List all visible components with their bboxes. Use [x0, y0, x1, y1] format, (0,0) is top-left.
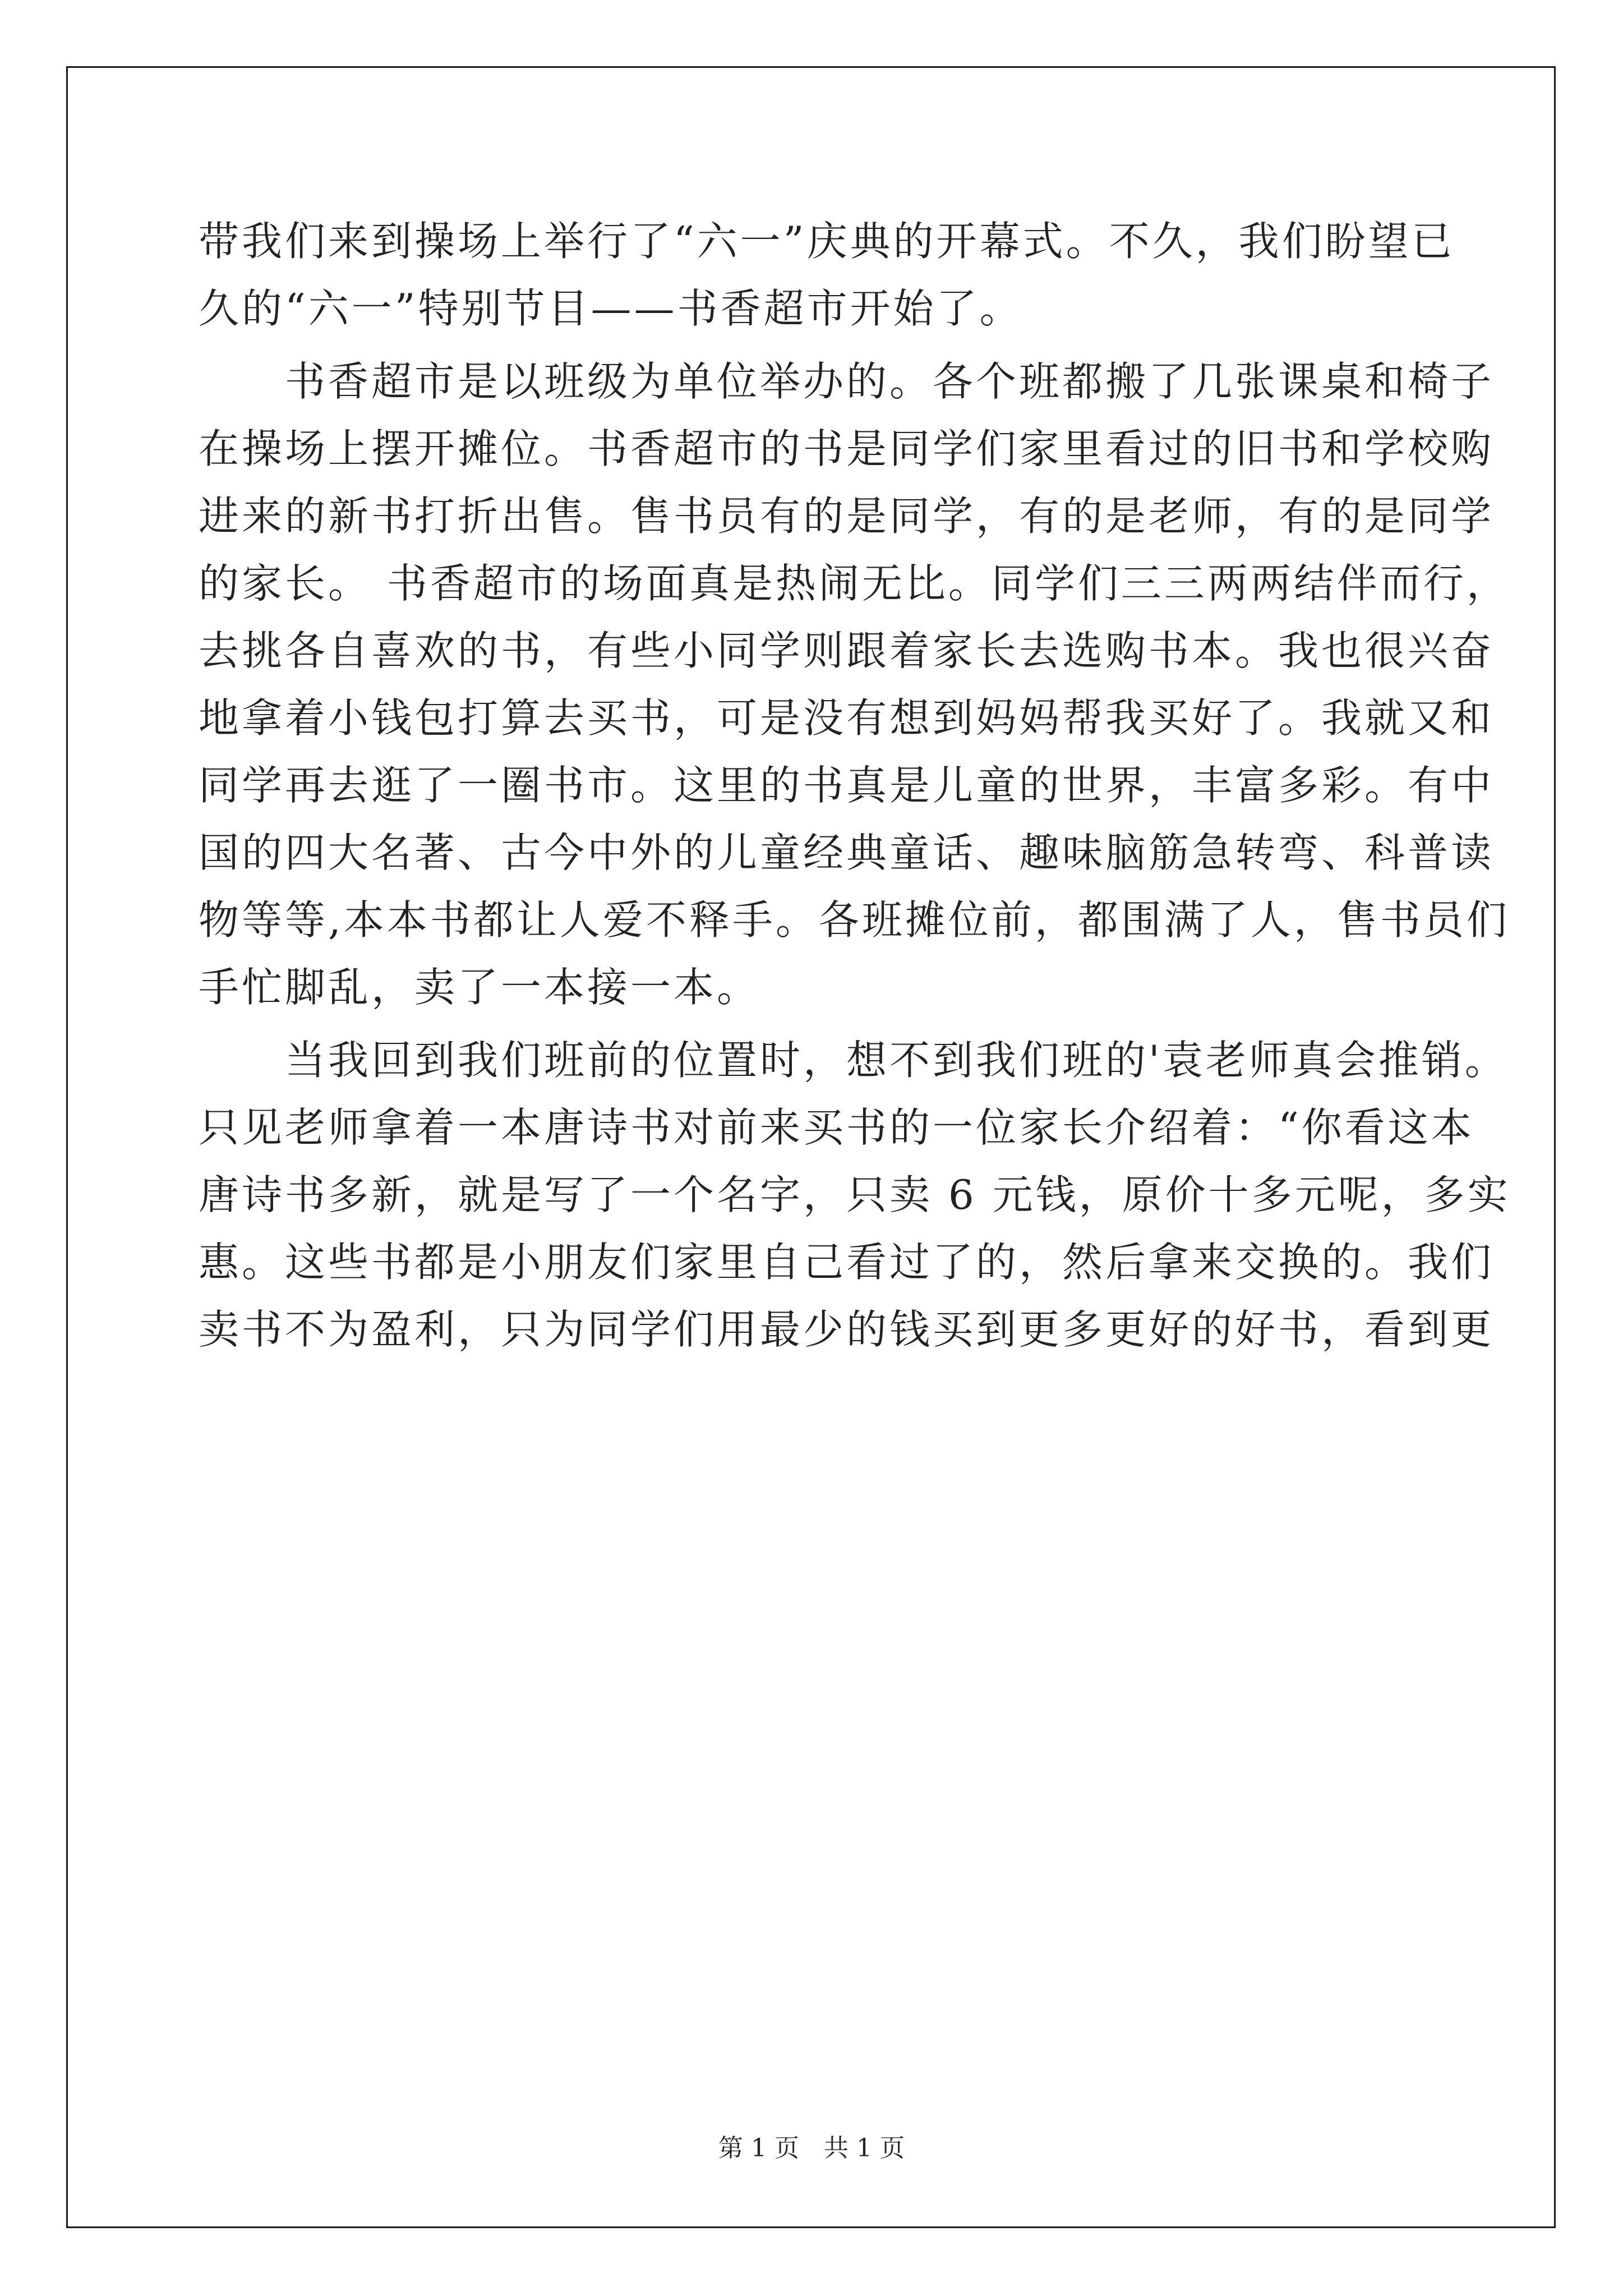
text-line: 物等等,本本书都让人爱不释手。各班摊位前，都围满了人，售书员们: [199, 896, 1510, 944]
text-line: 卖书不为盈利，只为同学们用最少的钱买到更多更好的好书，看到更: [199, 1306, 1495, 1353]
text-line: 国的四大名著、古今中外的儿童经典童话、趣味脑筋急转弯、科普读: [199, 829, 1495, 876]
text-line: 唐诗书多新，就是写了一个名字，只卖 6 元钱，原价十多元呢，多实: [199, 1171, 1511, 1218]
page-number-footer: 第 1 页 共 1 页: [718, 2134, 905, 2162]
text-line: 手忙脚乱，卖了一本接一本。: [199, 964, 760, 1011]
text-line: 的家长。 书香超市的场面真是热闹无比。同学们三三两两结伴而行，: [199, 560, 1510, 607]
text-line: 在操场上摆开摊位。书香超市的书是同学们家里看过的旧书和学校购: [199, 425, 1495, 472]
text-line: 地拿着小钱包打算去买书，可是没有想到妈妈帮我买好了。我就又和: [199, 694, 1495, 742]
text-line: 久的“六一”特别节目——书香超市开始了。: [199, 285, 1023, 332]
text-line: 当我回到我们班前的位置时，想不到我们班的'袁老师真会推销。: [199, 1037, 1508, 1084]
text-line: 书香超市是以班级为单位举办的。各个班都搬了几张课桌和椅子: [199, 358, 1495, 405]
text-line: 同学再去逛了一圈书市。这里的书真是儿童的世界，丰富多彩。有中: [199, 762, 1495, 809]
text-line: 去挑各自喜欢的书，有些小同学则跟着家长去选购书本。我也很兴奋: [199, 627, 1495, 674]
text-line: 只见老师拿着一本唐诗书对前来买书的一位家长介绍着：“你看这本: [199, 1104, 1474, 1151]
text-line: 带我们来到操场上举行了“六一”庆典的开幕式。不久，我们盼望已: [199, 218, 1455, 265]
text-line: 惠。这些书都是小朋友们家里自己看过了的，然后拿来交换的。我们: [199, 1239, 1495, 1286]
text-line: 进来的新书打折出售。售书员有的是同学，有的是老师，有的是同学: [199, 493, 1495, 540]
